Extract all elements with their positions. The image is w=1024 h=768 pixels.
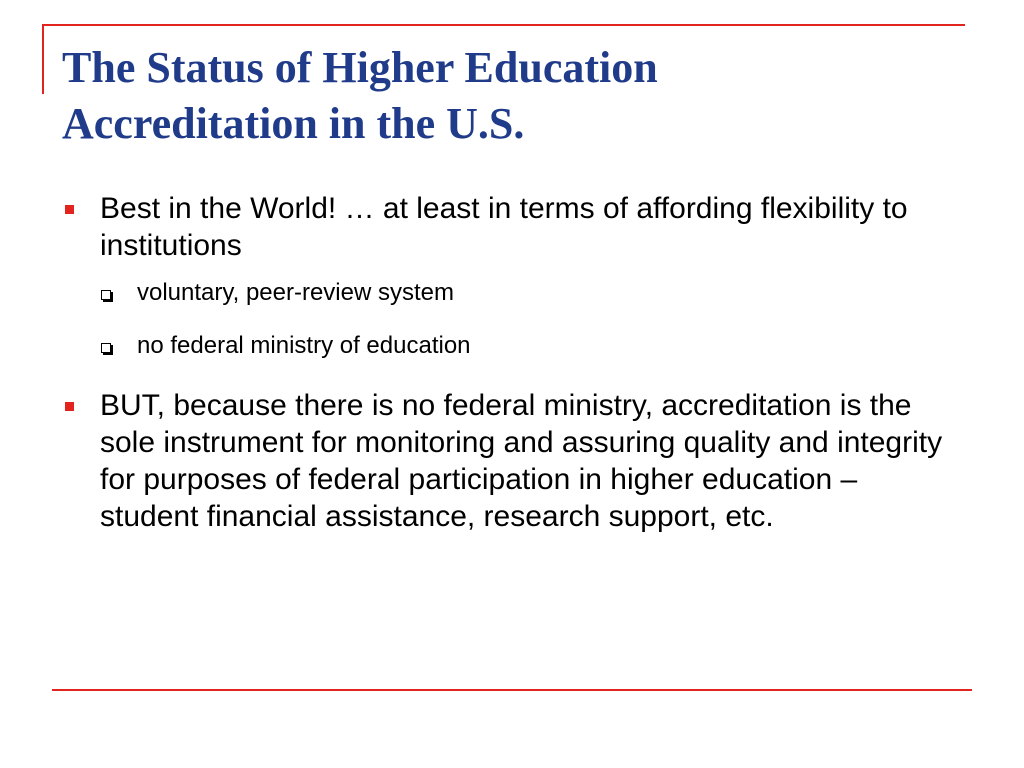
sub-bullet-text: voluntary, peer-review system bbox=[137, 279, 454, 306]
bullet-item bbox=[62, 387, 962, 535]
bullet-text: BUT, because there is no federal ministry, accreditation is the sole instrument for monitoring and assuring quality and integrity for purposes of federal participation in higher education – student financial assistance, research support, etc. bbox=[100, 389, 943, 533]
hollow-square-bullet-icon bbox=[101, 290, 111, 300]
sub-bullet-item bbox=[62, 278, 962, 308]
hollow-square-bullet-icon bbox=[101, 343, 111, 353]
slide-content bbox=[62, 190, 962, 547]
accent-line-top bbox=[42, 24, 965, 26]
slide-title-line-2: Accreditation in the U.S. bbox=[62, 99, 525, 148]
slide-title bbox=[62, 40, 962, 152]
accent-line-bottom bbox=[52, 689, 972, 691]
accent-line-vertical bbox=[42, 24, 44, 94]
square-bullet-icon bbox=[65, 205, 74, 214]
bullet-text: Best in the World! … at least in terms of affording flexibility to institutions bbox=[100, 192, 908, 262]
sub-bullet-item bbox=[62, 331, 962, 361]
sub-bullet-text: no federal ministry of education bbox=[137, 332, 471, 359]
sub-bullet-list bbox=[62, 278, 962, 361]
slide-title-line-1: The Status of Higher Education bbox=[62, 43, 658, 92]
square-bullet-icon bbox=[65, 402, 74, 411]
bullet-item bbox=[62, 190, 962, 264]
